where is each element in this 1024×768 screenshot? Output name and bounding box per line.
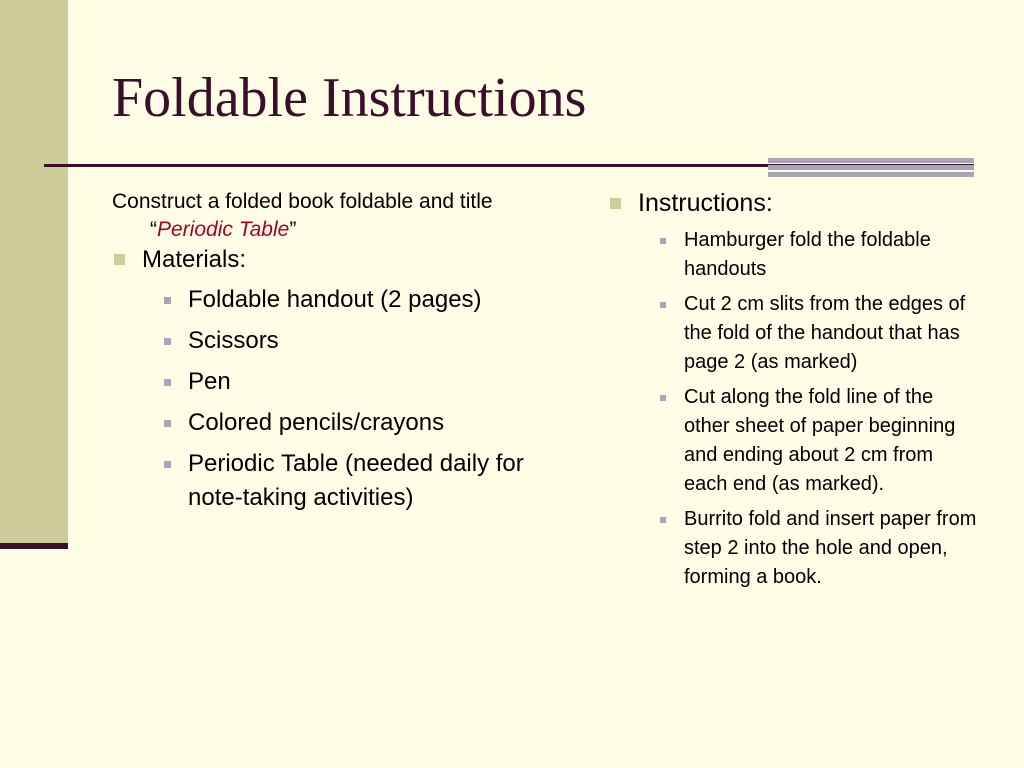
list-item — [162, 365, 532, 399]
square-bullet-icon — [610, 198, 621, 209]
decorative-bar — [768, 158, 974, 163]
small-square-bullet-icon — [164, 338, 171, 345]
material-text: Periodic Table (needed daily for note-taking activities) — [188, 450, 524, 511]
instructions-heading-item — [608, 186, 978, 592]
list-item — [162, 447, 532, 515]
instructions-heading: Instructions: — [638, 189, 773, 217]
instructions-list — [608, 186, 978, 592]
small-square-bullet-icon — [164, 379, 171, 386]
small-square-bullet-icon — [660, 302, 666, 308]
material-text: Scissors — [188, 327, 279, 354]
decorative-bars — [768, 158, 974, 179]
list-item — [162, 283, 532, 317]
step-text: Cut 2 cm slits from the edges of the fold of the handout that has page 2 (as marked) — [684, 293, 966, 373]
list-item — [162, 406, 532, 440]
list-item — [658, 383, 978, 499]
small-square-bullet-icon — [164, 461, 171, 468]
small-square-bullet-icon — [164, 297, 171, 304]
decorative-bar — [768, 172, 974, 177]
list-item — [658, 505, 978, 592]
step-text: Cut along the fold line of the other sheet of paper beginning and ending about 2 cm from each end (as marked). — [684, 386, 956, 495]
material-text: Colored pencils/crayons — [188, 409, 445, 436]
intro-emphasis: Periodic Table — [157, 218, 290, 241]
small-square-bullet-icon — [660, 238, 666, 244]
small-square-bullet-icon — [164, 420, 171, 427]
step-text: Burrito fold and insert paper from step 2 into the hole and open, forming a book. — [684, 508, 977, 588]
instruction-steps — [638, 226, 978, 592]
small-square-bullet-icon — [660, 395, 666, 401]
slide-title: Foldable Instructions — [112, 67, 587, 129]
left-column — [112, 188, 532, 515]
material-text: Pen — [188, 368, 231, 395]
intro-text-after: ” — [289, 218, 297, 241]
small-square-bullet-icon — [660, 517, 666, 523]
intro-text — [112, 188, 532, 244]
decorative-bar — [768, 165, 974, 170]
list-item — [658, 290, 978, 377]
square-bullet-icon — [114, 254, 125, 265]
materials-heading-item — [112, 244, 532, 515]
right-column — [608, 186, 978, 592]
list-item — [162, 324, 532, 358]
left-accent-band — [0, 0, 68, 543]
list-item — [658, 226, 978, 284]
step-text: Hamburger fold the foldable handouts — [684, 229, 931, 280]
intro-text-before: Construct a folded book foldable and title “ — [112, 190, 493, 241]
material-text: Foldable handout (2 pages) — [188, 286, 482, 313]
materials-list — [112, 244, 532, 515]
materials-items — [142, 283, 532, 515]
materials-heading: Materials: — [142, 246, 247, 273]
left-accent-rule — [0, 543, 68, 549]
